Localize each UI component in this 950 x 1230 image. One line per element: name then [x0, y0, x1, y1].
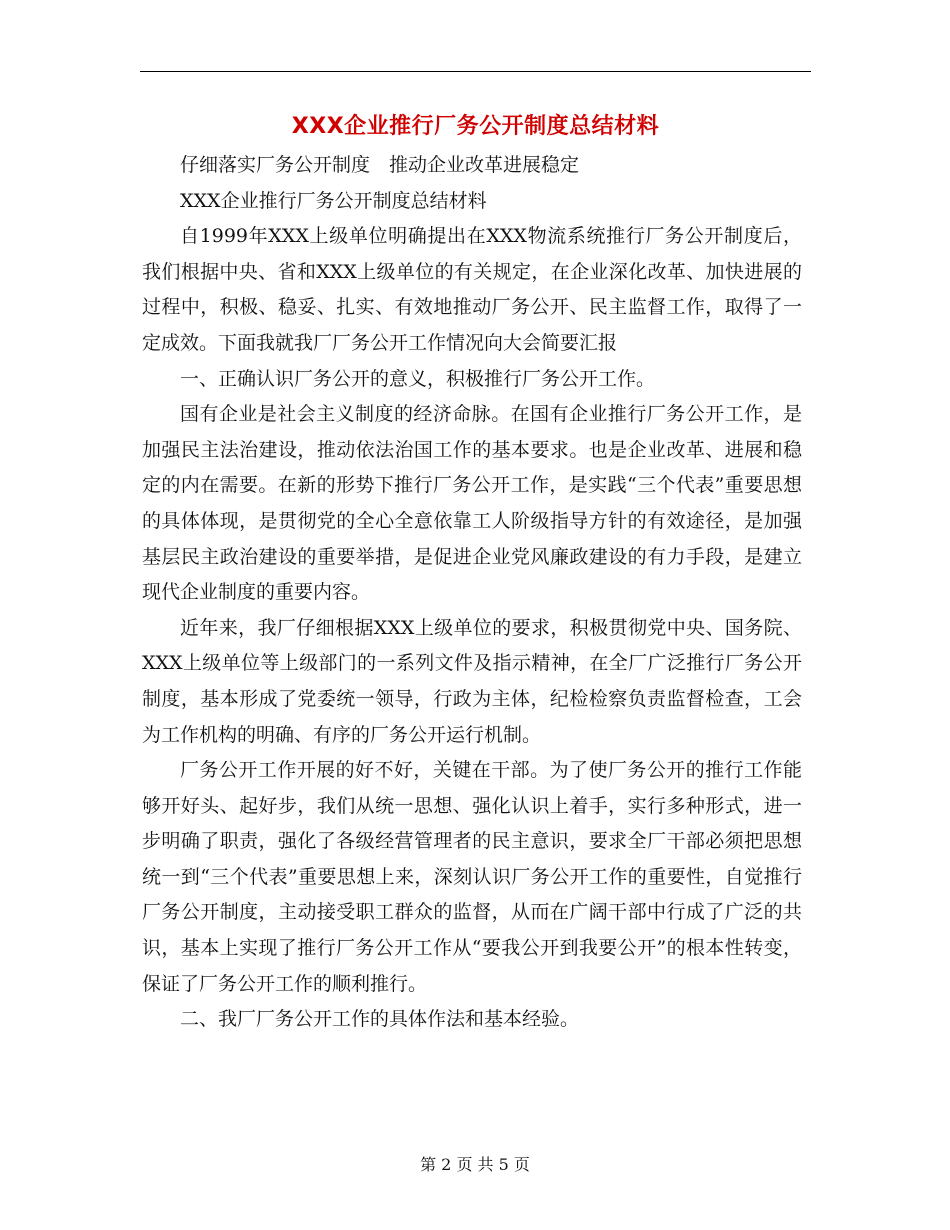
paragraph-intro: 自1999年XXX上级单位明确提出在XXX物流系统推行厂务公开制度后，我们根据中央、省和XXX上级单位的有关规定，在企业深化改革、加快进展的过程中，积极、稳妥、扎实、有效地推动厂务公开、民主监督工作，取得了一定成效。下面我就我厂厂务公开工作情况向大会简要汇报 — [142, 225, 802, 354]
section-heading-1: 一、正确认识厂务公开的意义，积极推行厂务公开工作。 — [180, 367, 656, 390]
paragraph-cadres: 厂务公开工作开展的好不好，关键在干部。为了使厂务公开的推行工作能够开好头、起好步，我们从统一思想、强化认识上着手，实行多种形式，进一步明确了职责，强化了各级经营管理者的民主意识，要求全厂干部必须把思想统一到“三个代表”重要思想上来，深刻认识厂务公开工作的重要性，自觉推行厂务公开制度，主动接受职工群众的监督，从而在广阔干部中行成了广泛的共识，基本上实现了推行厂务公开工作从“要我公开到我要公开”的根本性转变，保证了厂务公开工作的顺利推行。 — [142, 759, 802, 995]
paragraph-heading-repeat: XXX企业推行厂务公开制度总结材料 — [180, 189, 487, 212]
paragraph-recent-years: 近年来，我厂仔细根据XXX上级单位的要求，积极贯彻党中央、国务院、XXX上级单位等上级部门的一系列文件及指示精神，在全厂广泛推行厂务公开制度，基本形成了党委统一领导，行政为主体，纪检检察负责监督检查，工会为工作机构的明确、有序的厂务公开运行机制。 — [142, 616, 802, 746]
paragraph-significance: 国有企业是社会主义制度的经济命脉。在国有企业推行厂务公开工作，是加强民主法治建设，推动依法治国工作的基本要求。也是企业改革、进展和稳定的内在需要。在新的形势下推行厂务公开工作，是实践“三个代表”重要思想的具体体现，是贯彻党的全心全意依靠工人阶级指导方针的有效途径，是加强基层民主政治建设的重要举措，是促进企业党风廉政建设的有力手段，是建立现代企业制度的重要内容。 — [142, 403, 802, 604]
document-title: XXX企业推行厂务公开制度总结材料 — [291, 114, 660, 139]
page-number-label: 第 2 页 共 5 页 — [420, 1155, 530, 1174]
page-number-footer — [0, 1154, 950, 1176]
header-rule — [140, 71, 811, 72]
document-body — [142, 148, 802, 1038]
paragraph-subtitle: 仔细落实厂务公开制度 推动企业改革进展稳定 — [180, 154, 580, 176]
section-heading-2: 二、我厂厂务公开工作的具体作法和基本经验。 — [180, 1008, 580, 1031]
